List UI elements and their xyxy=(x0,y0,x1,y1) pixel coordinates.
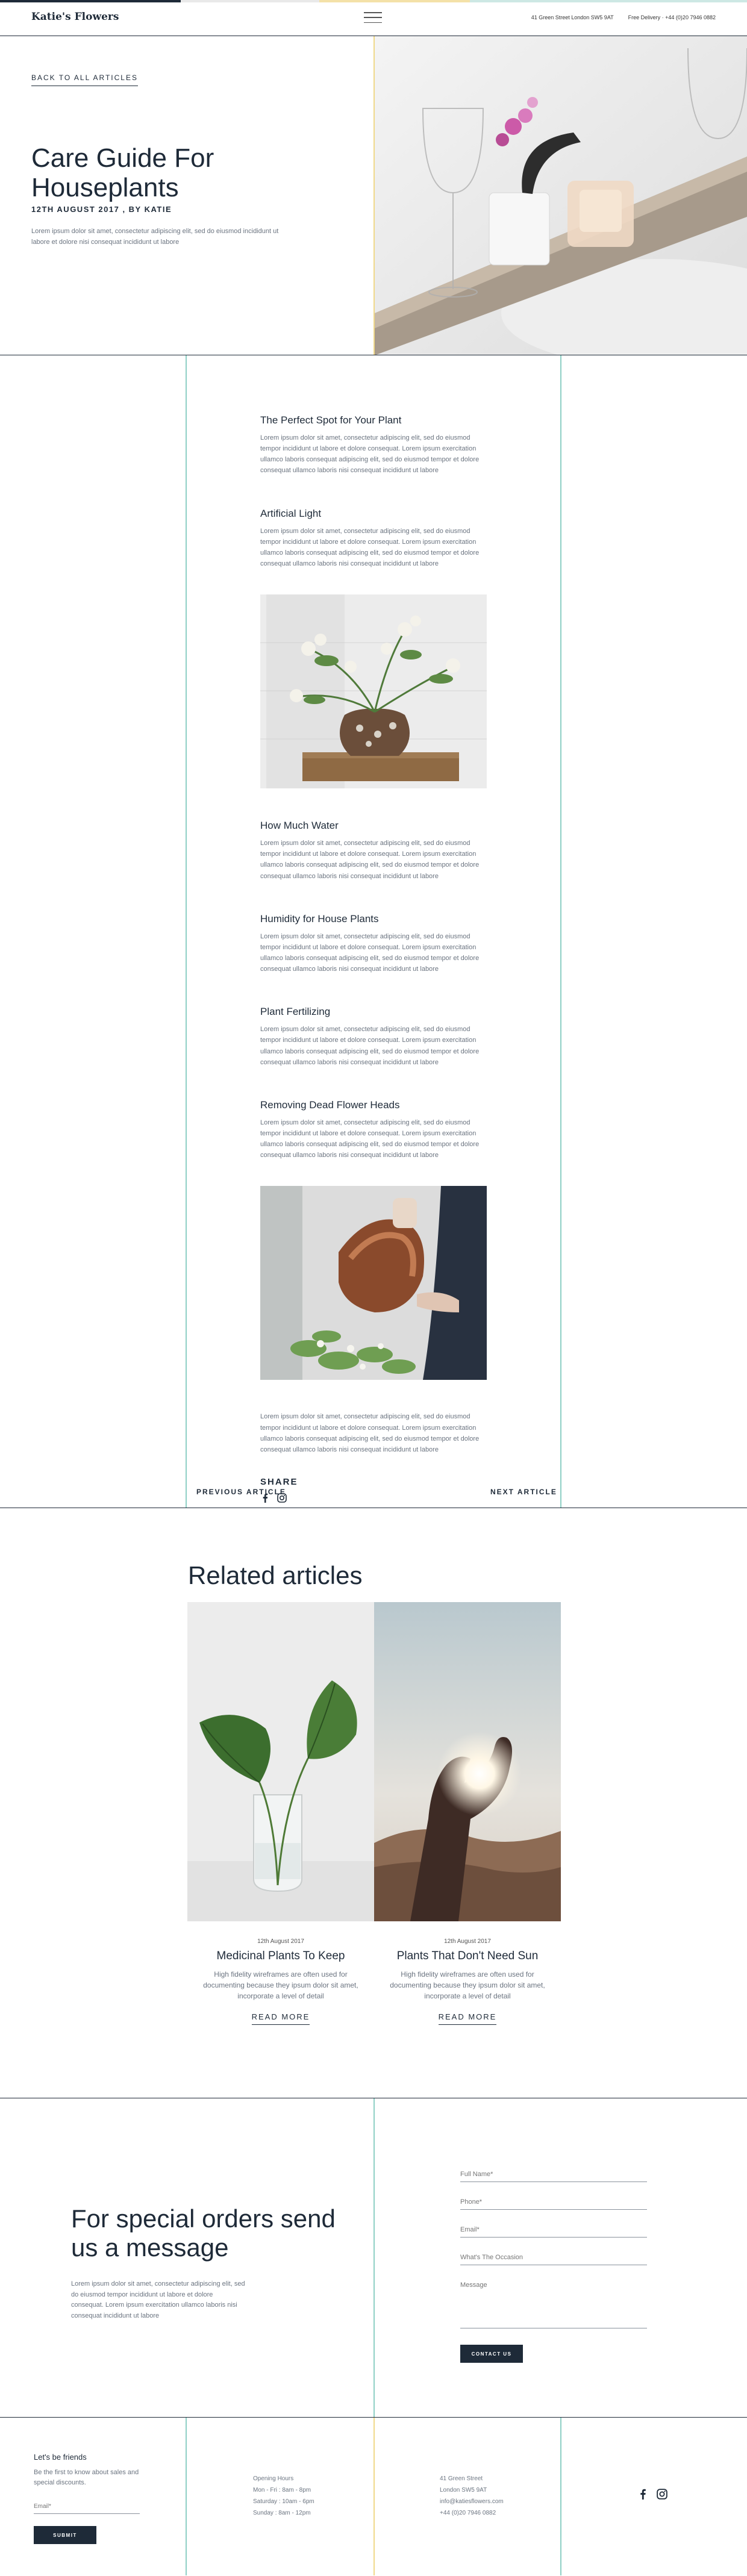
share-icons xyxy=(260,1493,487,1503)
section-text: Lorem ipsum dolor sit amet, consectetur adipiscing elit, sed do eiusmod tempor incididunt ut labore et dolore consequat. Lorem ipsum exercitation ullamco laboris consequat adipiscing elit, sed do eiusmod tempor et dolore consequat ullamco laboris nisi consequat incididunt ut labore xyxy=(260,527,480,567)
contact-form xyxy=(460,2167,647,2363)
instagram-icon[interactable] xyxy=(657,2489,667,2500)
email-field[interactable] xyxy=(460,2222,647,2238)
hero-image xyxy=(375,36,747,355)
section-text: Lorem ipsum dolor sit amet, consectetur adipiscing elit, sed do eiusmod tempor incididunt ut labore et dolore consequat. Lorem ipsum exercitation ullamco laboris consequat adipiscing elit, sed do eiusmod tempor et dolore consequat ullamco laboris nisi consequat incididunt ut labore xyxy=(260,1118,480,1159)
section-text: Lorem ipsum dolor sit amet, consectetur adipiscing elit, sed do eiusmod tempor incididunt ut labore et dolore consequat. Lorem ipsum exercitation ullamco laboris consequat adipiscing elit, sed do eiusmod tempor et dolore consequat ullamco laboris nisi consequat incididunt ut labore xyxy=(260,932,480,973)
section-heading: The Perfect Spot for Your Plant xyxy=(260,414,402,426)
share-label: SHARE xyxy=(260,1476,298,1487)
footer-rule xyxy=(374,2418,375,2575)
contact-divider xyxy=(374,2098,375,2417)
footer-address xyxy=(440,2473,504,2519)
hero-section xyxy=(0,36,747,355)
article-right-rule xyxy=(560,355,561,1508)
article-section-1 xyxy=(260,508,487,570)
article-intro: Lorem ipsum dolor sit amet, consectetur adipiscing elit, sed do eiusmod incididunt ut labore et dolore nisi consequat incididunt ut labore xyxy=(31,228,279,246)
article-left-rule xyxy=(186,355,187,1508)
section-heading: Humidity for House Plants xyxy=(260,912,379,925)
site-header xyxy=(0,0,747,36)
full-name-field[interactable] xyxy=(460,2167,647,2182)
related-excerpt: High fidelity wireframes are often used for documenting because they ipsum dolor sit amet, incorporate a level of detail xyxy=(203,1970,358,2000)
section-heading: Artificial Light xyxy=(260,507,322,519)
menu-icon[interactable] xyxy=(364,12,382,23)
section-text: Lorem ipsum dolor sit amet, consectetur adipiscing elit, sed do eiusmod tempor incididunt ut labore et dolore consequat. Lorem ipsum exercitation ullamco laboris consequat adipiscing elit, sed do eiusmod tempor et dolore consequat ullamco laboris nisi consequat incididunt ut labore xyxy=(260,434,480,475)
footer-phone: +44 (0)20 7946 0882 xyxy=(440,2510,496,2516)
newsletter-submit-button[interactable]: SUBMIT xyxy=(34,2526,96,2544)
article-meta: 12TH AUGUST 2017 , BY KATIE xyxy=(31,205,172,214)
read-more-button[interactable]: READ MORE xyxy=(252,2012,310,2025)
related-date: 12th August 2017 xyxy=(257,1938,304,1945)
article-section-2 xyxy=(260,820,487,882)
header-info xyxy=(531,14,716,20)
related-image-vase[interactable] xyxy=(187,1602,374,1921)
opening-hours xyxy=(253,2473,314,2519)
section-text: Lorem ipsum dolor sit amet, consectetur adipiscing elit, sed do eiusmod tempor incididunt ut labore et dolore consequat. Lorem ipsum exercitation ullamco laboris consequat adipiscing elit, sed do eiusmod tempor et dolore consequat ullamco laboris nisi consequat incididunt ut labore xyxy=(260,1026,480,1066)
contact-title: For special orders send us a message xyxy=(71,2204,336,2262)
header-address: 41 Green Street London SW5 9AT xyxy=(531,14,614,20)
read-more-button[interactable]: READ MORE xyxy=(439,2012,497,2025)
article-section-5 xyxy=(260,1099,487,1161)
newsletter-block xyxy=(34,2453,142,2544)
related-excerpt: High fidelity wireframes are often used for documenting because they ipsum dolor sit amet, incorporate a level of detail xyxy=(390,1970,545,2000)
footer-rule xyxy=(186,2418,187,2575)
section-heading: Removing Dead Flower Heads xyxy=(260,1099,400,1111)
facebook-icon[interactable] xyxy=(637,2489,648,2500)
contact-section xyxy=(0,2098,747,2418)
article-body xyxy=(260,414,487,1503)
hero-text-panel xyxy=(0,36,374,355)
article-section-0 xyxy=(260,414,487,476)
newsletter-title: Let's be friends xyxy=(34,2453,87,2462)
hours-line: Saturday : 10am - 6pm xyxy=(253,2498,314,2505)
article-section xyxy=(0,355,747,1508)
message-field[interactable] xyxy=(460,2278,647,2328)
hours-line: Sunday : 8am - 12pm xyxy=(253,2510,311,2516)
header-accent-stripe xyxy=(0,0,747,2)
hours-line: Mon - Fri : 8am - 8pm xyxy=(253,2487,311,2493)
hours-line: Opening Hours xyxy=(253,2475,294,2482)
section-text: Lorem ipsum dolor sit amet, consectetur adipiscing elit, sed do eiusmod tempor incididunt ut labore et dolore consequat. Lorem ipsum exercitation ullamco laboris consequat adipiscing elit, sed do eiusmod tempor et dolore consequat ullamco laboris nisi consequat incididunt ut labore xyxy=(260,840,480,880)
footer-rule xyxy=(560,2418,561,2575)
related-card-title[interactable]: Plants That Don't Need Sun xyxy=(396,1950,539,1962)
section-heading: Plant Fertilizing xyxy=(260,1006,331,1018)
phone-field[interactable] xyxy=(460,2195,647,2210)
article-image-watering xyxy=(260,1186,487,1380)
article-image-flowers xyxy=(260,594,487,788)
newsletter-text: Be the first to know about sales and special discounts. xyxy=(34,2469,139,2486)
section-heading: How Much Water xyxy=(260,820,339,832)
header-delivery: Free Delivery · +44 (0)20 7946 0882 xyxy=(628,14,716,20)
page-title: Care Guide For Houseplants xyxy=(31,143,214,203)
footer-social-icons xyxy=(637,2489,667,2500)
related-image-sun-hand[interactable] xyxy=(374,1602,561,1921)
related-title: Related articles xyxy=(188,1561,363,1589)
related-articles-section xyxy=(0,1508,747,2098)
newsletter-email-field[interactable] xyxy=(34,2500,140,2514)
related-card-0[interactable] xyxy=(187,1602,374,2025)
related-card-title[interactable]: Medicinal Plants To Keep xyxy=(216,1950,345,1962)
article-closing-text: Lorem ipsum dolor sit amet, consectetur adipiscing elit, sed do eiusmod tempor incididunt ut labore et dolore consequat. Lorem ipsum exercitation ullamco laboris consequat adipiscing elit, sed do eiusmod tempor et dolore consequat ullamco laboris nisi consequat incididunt ut labore xyxy=(260,1413,480,1453)
site-logo[interactable]: Katie's Flowers xyxy=(31,11,119,23)
previous-article-link[interactable]: PREVIOUS ARTICLE xyxy=(196,1488,286,1496)
footer-email-link[interactable]: info@katiesflowers.com xyxy=(440,2498,504,2505)
related-card-1[interactable] xyxy=(374,1602,561,2025)
site-footer xyxy=(0,2418,747,2575)
article-section-4 xyxy=(260,1006,487,1068)
back-to-articles-link[interactable]: BACK TO ALL ARTICLES xyxy=(31,73,138,86)
contact-text: Lorem ipsum dolor sit amet, consectetur adipiscing elit, sed do eiusmod tempor incididunt ut labore et dolore consequat. Lorem ipsum exercitation ullamco laboris nisi consequat incididunt ut labore xyxy=(71,2280,245,2319)
related-date: 12th August 2017 xyxy=(444,1938,491,1945)
contact-us-button[interactable]: CONTACT US xyxy=(460,2345,523,2363)
article-section-3 xyxy=(260,913,487,975)
occasion-field[interactable] xyxy=(460,2250,647,2265)
next-article-link[interactable]: NEXT ARTICLE xyxy=(490,1488,557,1496)
address-line: 41 Green Street xyxy=(440,2475,483,2482)
address-line: London SW5 9AT xyxy=(440,2487,487,2493)
